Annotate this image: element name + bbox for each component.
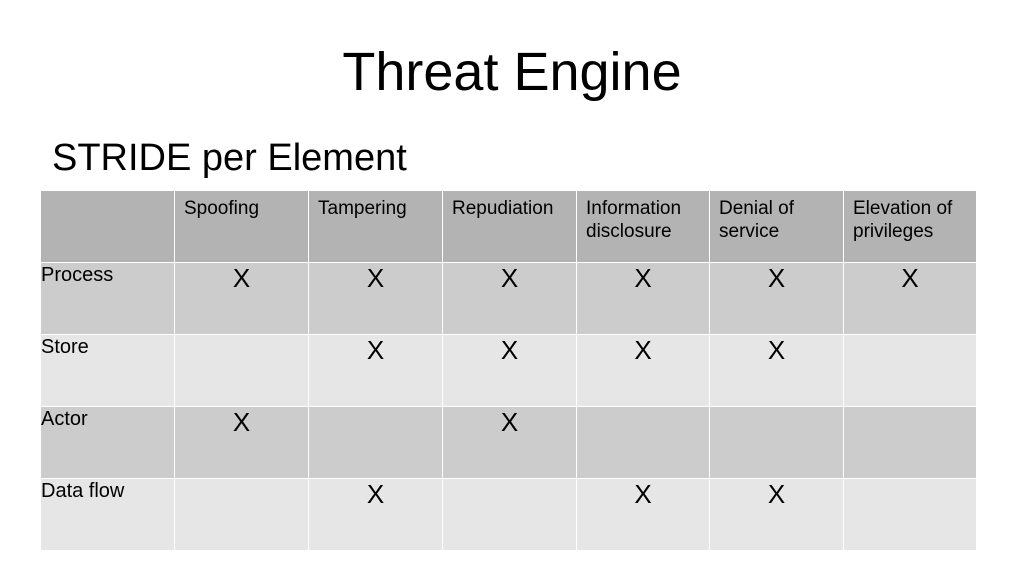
table-cell: X: [309, 335, 443, 407]
table-row-actor: [41, 407, 977, 479]
table-cell: [844, 407, 977, 479]
column-header-information-disclosure: Information disclosure: [577, 191, 710, 263]
row-label: Process: [41, 263, 175, 335]
column-header-elevation-of-privileges: Elevation of privileges: [844, 191, 977, 263]
table-cell: [844, 479, 977, 551]
column-header-tampering: Tampering: [309, 191, 443, 263]
table-cell: X: [443, 335, 577, 407]
table-cell: [443, 479, 577, 551]
table-header-row: [41, 191, 977, 263]
table-row-data-flow: [41, 479, 977, 551]
table-cell: X: [844, 263, 977, 335]
table-cell: [577, 407, 710, 479]
stride-table: [40, 190, 977, 551]
table-cell: X: [443, 263, 577, 335]
row-label: Store: [41, 335, 175, 407]
slide-subtitle: STRIDE per Element: [52, 137, 407, 179]
table-cell: X: [309, 263, 443, 335]
table-cell: [175, 335, 309, 407]
table-cell: X: [710, 479, 844, 551]
table-row-store: [41, 335, 977, 407]
table-cell: X: [309, 479, 443, 551]
column-header-denial-of-service: Denial of service: [710, 191, 844, 263]
table-cell: X: [175, 407, 309, 479]
row-label: Data flow: [41, 479, 175, 551]
table-cell: [710, 407, 844, 479]
table-cell: X: [577, 479, 710, 551]
table-cell: X: [443, 407, 577, 479]
row-label: Actor: [41, 407, 175, 479]
slide-title: Threat Engine: [342, 42, 682, 102]
table-cell: X: [175, 263, 309, 335]
table-cell: [175, 479, 309, 551]
table-cell: [844, 335, 977, 407]
column-header-spoofing: Spoofing: [175, 191, 309, 263]
table-cell: X: [577, 263, 710, 335]
table-cell: [309, 407, 443, 479]
table-row-process: [41, 263, 977, 335]
table-cell: X: [577, 335, 710, 407]
table-cell: X: [710, 263, 844, 335]
table-cell: X: [710, 335, 844, 407]
table-corner-cell: [41, 191, 175, 263]
column-header-repudiation: Repudiation: [443, 191, 577, 263]
